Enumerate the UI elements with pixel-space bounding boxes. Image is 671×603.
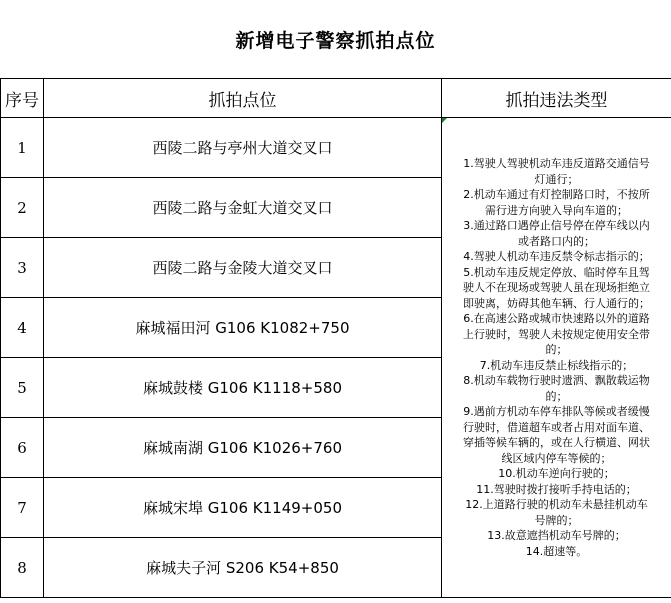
- location-cell[interactable]: 西陵二路与金陵大道交叉口: [44, 238, 442, 298]
- page-title: 新增电子警察抓拍点位: [235, 29, 436, 52]
- violation-line: 12.上道路行驶的机动车未悬挂机动车: [465, 498, 648, 511]
- row-number-cell[interactable]: 5: [1, 358, 44, 418]
- violation-line: 7.机动车违反禁止标线指示的；: [479, 358, 634, 372]
- row-number-cell[interactable]: 6: [1, 418, 44, 478]
- violation-line: 13.故意遮挡机动车号牌的；: [487, 529, 626, 542]
- violation-line: 需行进方向驶入导向车道的；: [485, 203, 628, 217]
- location-cell[interactable]: 西陵二路与亭州大道交叉口: [44, 118, 442, 178]
- table-row: [1, 118, 671, 178]
- row-number-cell[interactable]: 4: [1, 298, 44, 358]
- violation-line: 上行驶时，驾驶人未按规定使用安全带: [463, 327, 650, 341]
- violation-line: 9.遇前方机动车停车排队等候或者缓慢: [463, 405, 650, 418]
- violation-line: 6.在高速公路或城市快速路以外的道路: [463, 312, 650, 325]
- violation-line: 灯通行；: [534, 172, 579, 186]
- violation-line: 2.机动车通过有灯控制路口时，不按所: [463, 188, 650, 201]
- location-cell[interactable]: 麻城宋埠 G106 K1149+050: [44, 478, 442, 538]
- violation-line: 行驶时，借道超车或者占用对面车道、: [463, 420, 650, 434]
- violation-line: 14.超速等。: [525, 544, 588, 558]
- row-number-cell[interactable]: 8: [1, 538, 44, 598]
- violation-line: 即驶离，妨碍其他车辆、行人通行的；: [463, 296, 650, 310]
- row-number-cell[interactable]: 7: [1, 478, 44, 538]
- row-number-cell[interactable]: 1: [1, 118, 44, 178]
- violation-line: 4.驾驶人机动车违反禁令标志指示的；: [463, 250, 650, 263]
- violation-line: 8.机动车载物行驶时遗洒、飘散载运物: [463, 374, 650, 387]
- location-cell[interactable]: 西陵二路与金虹大道交叉口: [44, 178, 442, 238]
- table-header-row: [1, 79, 671, 118]
- violation-line: 或者路口内的；: [518, 234, 595, 248]
- header-place[interactable]: 抓拍点位: [44, 79, 442, 118]
- cell-marker-icon: [442, 118, 447, 123]
- violation-line: 号牌的；: [534, 513, 579, 527]
- violation-line: 的；: [545, 343, 568, 356]
- row-number-cell[interactable]: 2: [1, 178, 44, 238]
- violation-line: 3.通过路口遇停止信号停在停车线以内: [463, 219, 650, 232]
- violation-line: 穿插等候车辆的，或在人行横道、网状: [463, 436, 650, 449]
- header-no[interactable]: 序号: [1, 79, 44, 118]
- violation-line: 5.机动车违反规定停放、临时停车且驾: [463, 265, 650, 279]
- violation-line: 的；: [545, 389, 568, 403]
- row-number-cell[interactable]: 3: [1, 238, 44, 298]
- location-cell[interactable]: 麻城福田河 G106 K1082+750: [44, 298, 442, 358]
- location-cell[interactable]: 麻城夫子河 S206 K54+850: [44, 538, 442, 598]
- violation-line: 10.机动车逆向行驶的；: [498, 467, 615, 480]
- violation-line: 线区域内停车等候的；: [501, 451, 612, 465]
- violation-line: 驶人不在现场或驾驶人虽在现场拒绝立: [463, 281, 650, 294]
- violation-types-cell[interactable]: [442, 118, 671, 598]
- violation-line: 1.驾驶人驾驶机动车违反道路交通信号: [463, 157, 650, 170]
- violation-line: 11.驾驶时拨打接听手持电话的；: [476, 482, 637, 496]
- location-cell[interactable]: 麻城南湖 G106 K1026+760: [44, 418, 442, 478]
- header-violation-type[interactable]: 抓拍违法类型: [442, 79, 671, 118]
- location-cell[interactable]: 麻城鼓楼 G106 K1118+580: [44, 358, 442, 418]
- camera-points-table: [0, 78, 671, 598]
